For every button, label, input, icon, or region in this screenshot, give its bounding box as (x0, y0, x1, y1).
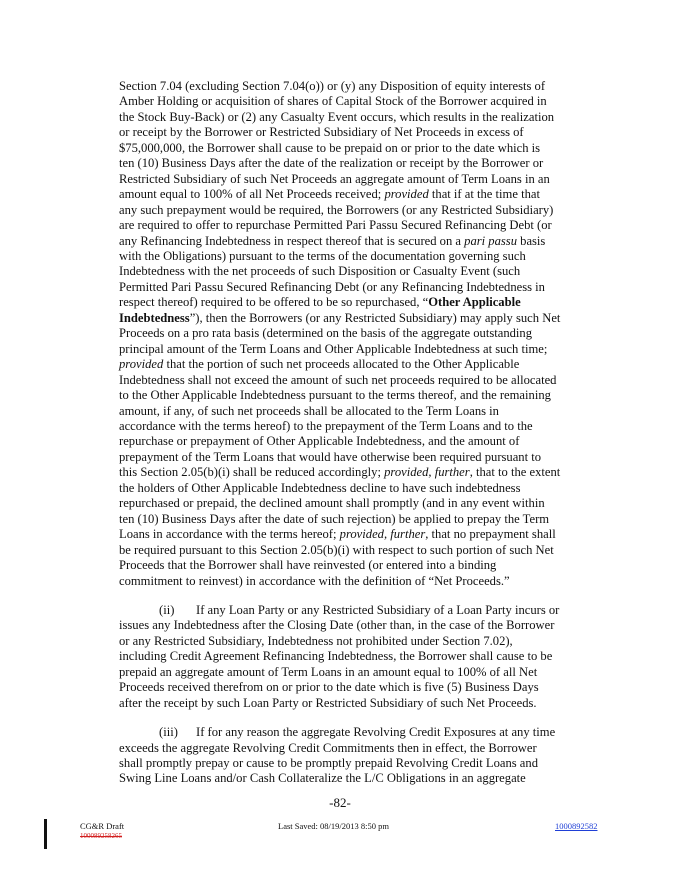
text-line: Section 7.04 (excluding Section 7.04(o)) or (y) any Disposition of equity interests of (119, 79, 546, 93)
text-line: the Stock Buy-Back) or (2) any Casualty Event occurs, which results in the realization (119, 109, 555, 124)
text-line: Amber Holding or acquisition of shares of Capital Stock of the Borrower acquired in (119, 94, 547, 109)
text-line: amount, if any, of such net proceeds shall be allocated to the Term Loans in (119, 403, 499, 418)
clause-number: (ii) (159, 602, 175, 617)
text-line: (iii) If for any reason the aggregate Revolving Credit Exposures at any time (159, 725, 556, 740)
draft-label: CG&R Draft (80, 821, 125, 831)
defined-term: Indebtedness (119, 310, 190, 325)
change-bar (44, 819, 47, 849)
text-line: Indebtedness”), then the Borrowers (or any Restricted Subsidiary) may apply such Net (119, 310, 561, 325)
text-line: with the Obligations) pursuant to the terms of the documentation governing such (119, 248, 526, 263)
text-line: (ii) If any Loan Party or any Restricted Subsidiary of a Loan Party incurs or (159, 602, 560, 617)
text-line: any Refinancing Indebtedness in respect thereof that is secured on a pari passu basis (119, 233, 546, 248)
italic-term: provided (119, 357, 164, 372)
text-line: Swing Line Loans and/or Cash Collateralize the L/C Obligations in an aggregate (119, 771, 526, 786)
text-line: accordance with the terms hereof) to the prepayment of the Term Loans and to the (119, 418, 533, 433)
text-line: any such prepayment would be required, the Borrowers (or any Restricted Subsidiary) (119, 202, 554, 217)
italic-term: provided (384, 187, 429, 202)
text-line: ten (10) Business Days after the date of such rejection) be applied to prepay the Term (119, 511, 550, 526)
text-line: provided that the portion of such net proceeds allocated to the Other Applicable (119, 357, 520, 372)
italic-term: pari passu (464, 233, 517, 248)
text-line: exceeds the aggregate Revolving Credit Commitments then in effect, the Borrower (119, 740, 537, 755)
last-saved-stamp: Last Saved: 08/19/2013 8:50 pm (278, 821, 389, 831)
text-line: Proceeds on a pro rata basis (determined on the basis of the aggregate outstanding (119, 326, 533, 341)
text-line: principal amount of the Term Loans and Other Applicable Indebtedness at such time; (119, 341, 548, 356)
text-line: commitment to reinvest) in accordance with the definition of “Net Proceeds.” (119, 573, 510, 588)
text-line: ten (10) Business Days after the date of the realization or receipt by the Borrower or (119, 156, 544, 171)
italic-term: provided, further (339, 527, 426, 542)
italic-term: provided, further (384, 465, 470, 480)
document-body (119, 79, 603, 787)
text-line: or receipt by the Borrower or Restricted Subsidiary of Net Proceeds in excess of (119, 125, 524, 140)
text-line: after the receipt by such Loan Party or Restricted Subsidiary of such Net Proceeds. (119, 695, 537, 710)
text-line: prepayment of the Term Loans that would have otherwise been required pursuant to (119, 449, 542, 464)
text-line: issues any Indebtedness after the Closing Date (other than, in the case of the Borrower (119, 618, 555, 633)
clause-number: (iii) (159, 725, 178, 740)
document-number-link[interactable]: 1000892582 (555, 821, 598, 831)
text-line: Proceeds received therefrom on or prior to the date which is five (5) Business Days (119, 680, 539, 695)
text-line: prepaid an aggregate amount of Term Loans in an amount equal to 100% of all Net (119, 664, 538, 679)
text-line: Loans in accordance with the terms hereof; provided, further, that no prepayment shall (119, 527, 556, 542)
text-line: the holders of Other Applicable Indebtedness decline to have such indebtedness (119, 480, 521, 495)
text-line: to the Other Applicable Indebtedness pursuant to the terms thereof, and the remaining (119, 388, 551, 403)
text-line: this Section 2.05(b)(i) shall be reduced accordingly; provided, further, that to the extent (119, 465, 561, 480)
text-line: Restricted Subsidiary of such Net Proceeds an aggregate amount of Term Loans in an (119, 171, 550, 186)
page-number: -82- (329, 795, 351, 810)
defined-term: Other Applicable (428, 295, 521, 310)
text-line: amount equal to 100% of all Net Proceeds received; provided that if at the time that (119, 187, 540, 202)
text-line: respect thereof) required to be offered to be so repurchased, “Other Applicable (119, 295, 521, 310)
text-line: repurchased or prepaid, the declined amount shall promptly (and in any event within (119, 496, 545, 511)
text-line: shall promptly prepay or cause to be promptly prepaid Revolving Credit Loans and (119, 756, 538, 771)
text-line: be required pursuant to this Section 2.05(b)(i) with respect to such portion of such Net (119, 542, 554, 557)
text-line: Permitted Pari Passu Secured Refinancing Debt (or any Refinancing Indebtedness in (119, 279, 545, 294)
text-line: $75,000,000, the Borrower shall cause to be prepaid on or prior to the date which is (119, 140, 541, 155)
text-line: Indebtedness with the net proceeds of such Disposition or Casualty Event (such (119, 264, 521, 279)
text-line: Indebtedness shall not exceed the amount of such net proceeds required to be allocated (119, 372, 557, 387)
footer-draft-label (80, 821, 124, 841)
text-line: or any Restricted Subsidiary, Indebtedness not prohibited under Section 7.02), (119, 633, 513, 648)
text-line: are required to offer to repurchase Permitted Pari Passu Secured Refinancing Debt (or (119, 218, 552, 233)
text-line: including Credit Agreement Refinancing Indebtedness, the Borrower shall cause to be (119, 649, 553, 664)
text-line: repurchase or prepayment of Other Applicable Indebtedness, and the amount of (119, 434, 520, 449)
deleted-doc-number: 100089258265 (80, 832, 122, 840)
text-line: Proceeds that the Borrower shall have reinvested (or entered into a binding (119, 558, 497, 573)
